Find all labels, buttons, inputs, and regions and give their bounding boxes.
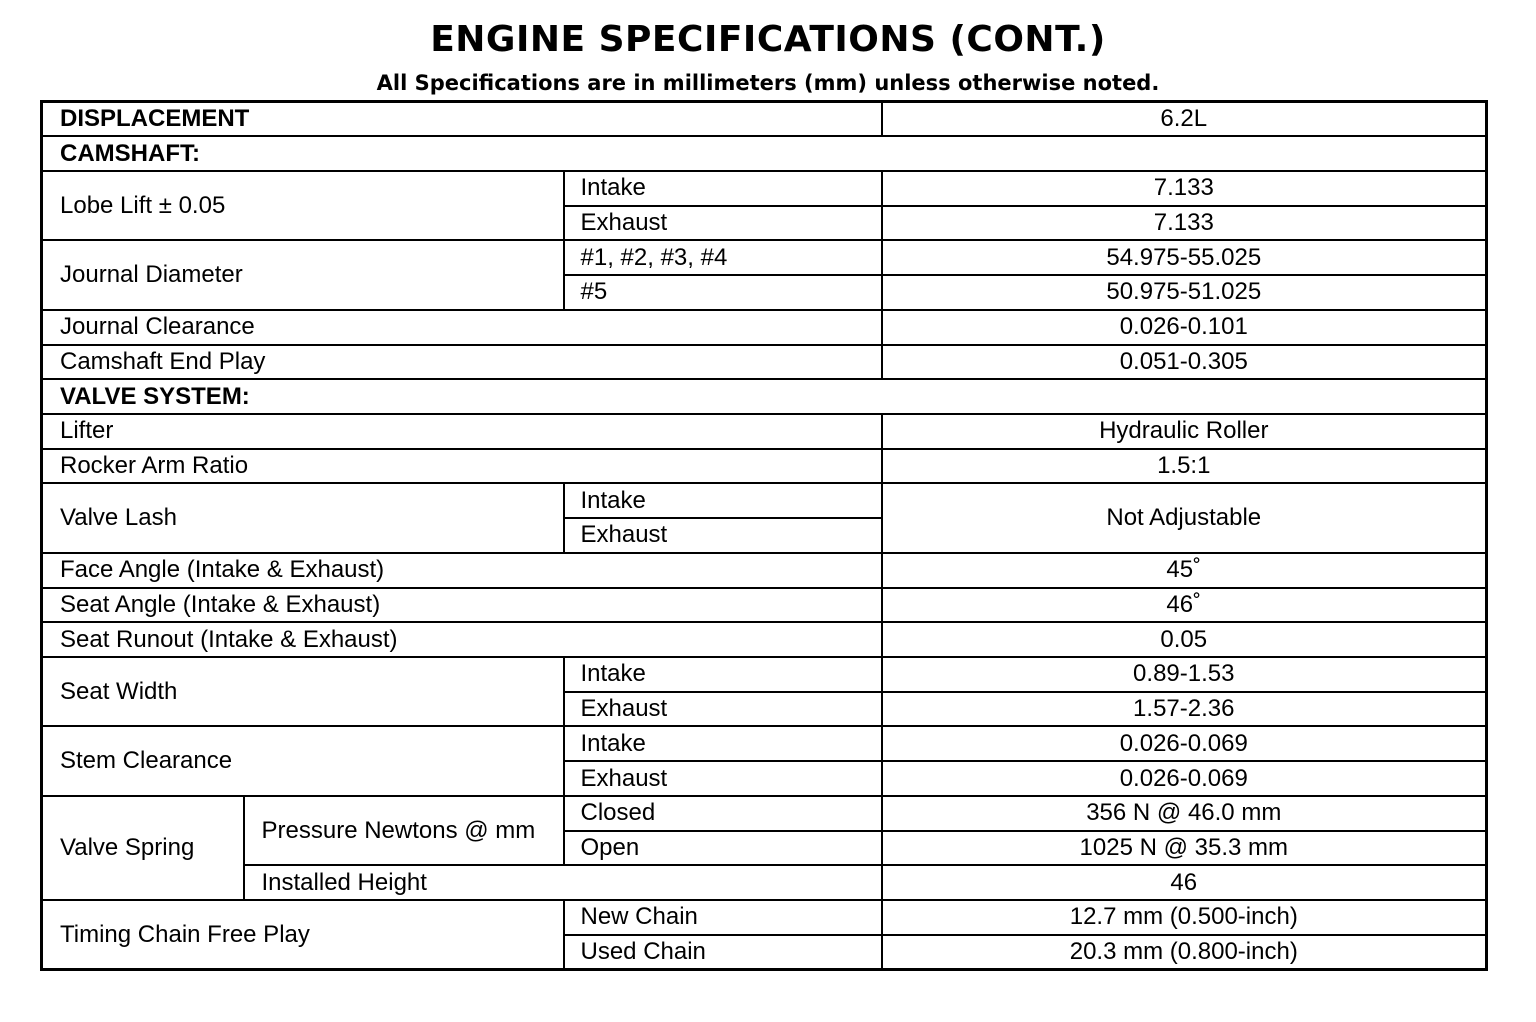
valve-spring-pressure-label: Pressure Newtons @ mm: [244, 796, 564, 865]
table-row: [42, 796, 1487, 831]
lifter-value: Hydraulic Roller: [882, 414, 1487, 449]
timing-chain-label: Timing Chain Free Play: [42, 900, 564, 969]
valve-lash-value: Not Adjustable: [882, 483, 1487, 552]
table-row: [42, 171, 1487, 206]
table-row: [42, 379, 1487, 414]
rocker-arm-ratio-value: 1.5:1: [882, 449, 1487, 484]
table-row: [42, 136, 1487, 171]
journal-diameter-b-label: #5: [564, 275, 882, 310]
installed-height-label: Installed Height: [244, 865, 882, 900]
face-angle-value: 45˚: [882, 553, 1487, 588]
stem-clearance-label: Stem Clearance: [42, 726, 564, 795]
journal-diameter-b-value: 50.975-51.025: [882, 275, 1487, 310]
table-row: [42, 657, 1487, 692]
seat-runout-value: 0.05: [882, 622, 1487, 657]
valve-spring-closed-value: 356 N @ 46.0 mm: [882, 796, 1487, 831]
seat-angle-value: 46˚: [882, 588, 1487, 623]
lobe-lift-exhaust-label: Exhaust: [564, 206, 882, 241]
valve-spring-label: Valve Spring: [42, 796, 244, 900]
table-row: [42, 345, 1487, 380]
lobe-lift-intake-label: Intake: [564, 171, 882, 206]
page-subtitle: All Specifications are in millimeters (mm) unless otherwise noted.: [376, 71, 1160, 95]
table-row: [42, 414, 1487, 449]
seat-angle-label: Seat Angle (Intake & Exhaust): [42, 588, 882, 623]
engine-specifications-table: [40, 100, 1488, 971]
seat-width-intake-value: 0.89-1.53: [882, 657, 1487, 692]
valve-lash-intake-label: Intake: [564, 483, 882, 518]
journal-clearance-value: 0.026-0.101: [882, 310, 1487, 345]
table-row: [42, 449, 1487, 484]
valve-lash-label: Valve Lash: [42, 483, 564, 552]
valve-spring-closed-label: Closed: [564, 796, 882, 831]
face-angle-label: Face Angle (Intake & Exhaust): [42, 553, 882, 588]
table-row: [42, 622, 1487, 657]
journal-diameter-a-value: 54.975-55.025: [882, 240, 1487, 275]
timing-chain-used-value: 20.3 mm (0.800-inch): [882, 935, 1487, 970]
timing-chain-used-label: Used Chain: [564, 935, 882, 970]
lobe-lift-exhaust-value: 7.133: [882, 206, 1487, 241]
table-row: [42, 865, 1487, 900]
seat-width-exhaust-label: Exhaust: [564, 692, 882, 727]
camshaft-end-play-value: 0.051-0.305: [882, 345, 1487, 380]
timing-chain-new-value: 12.7 mm (0.500-inch): [882, 900, 1487, 935]
table-row: [42, 588, 1487, 623]
table-row: [42, 483, 1487, 518]
seat-width-label: Seat Width: [42, 657, 564, 726]
valve-system-heading: VALVE SYSTEM:: [42, 379, 1487, 414]
seat-runout-label: Seat Runout (Intake & Exhaust): [42, 622, 882, 657]
displacement-value: 6.2L: [882, 102, 1487, 137]
table-row: [42, 726, 1487, 761]
camshaft-end-play-label: Camshaft End Play: [42, 345, 882, 380]
stem-clearance-intake-value: 0.026-0.069: [882, 726, 1487, 761]
table-row: [42, 310, 1487, 345]
lobe-lift-label: Lobe Lift ± 0.05: [42, 171, 564, 240]
journal-diameter-label: Journal Diameter: [42, 240, 564, 309]
lifter-label: Lifter: [42, 414, 882, 449]
table-row: [42, 102, 1487, 137]
valve-lash-exhaust-label: Exhaust: [564, 518, 882, 553]
rocker-arm-ratio-label: Rocker Arm Ratio: [42, 449, 882, 484]
journal-diameter-a-label: #1, #2, #3, #4: [564, 240, 882, 275]
table-row: [42, 900, 1487, 935]
seat-width-exhaust-value: 1.57-2.36: [882, 692, 1487, 727]
table-row: [42, 553, 1487, 588]
journal-clearance-label: Journal Clearance: [42, 310, 882, 345]
valve-spring-open-value: 1025 N @ 35.3 mm: [882, 831, 1487, 866]
stem-clearance-exhaust-label: Exhaust: [564, 761, 882, 796]
installed-height-value: 46: [882, 865, 1487, 900]
timing-chain-new-label: New Chain: [564, 900, 882, 935]
table-row: [42, 240, 1487, 275]
displacement-label: DISPLACEMENT: [42, 102, 882, 137]
stem-clearance-exhaust-value: 0.026-0.069: [882, 761, 1487, 796]
seat-width-intake-label: Intake: [564, 657, 882, 692]
stem-clearance-intake-label: Intake: [564, 726, 882, 761]
valve-spring-open-label: Open: [564, 831, 882, 866]
lobe-lift-intake-value: 7.133: [882, 171, 1487, 206]
page-title: ENGINE SPECIFICATIONS (CONT.): [430, 19, 1106, 60]
camshaft-heading: CAMSHAFT:: [42, 136, 1487, 171]
